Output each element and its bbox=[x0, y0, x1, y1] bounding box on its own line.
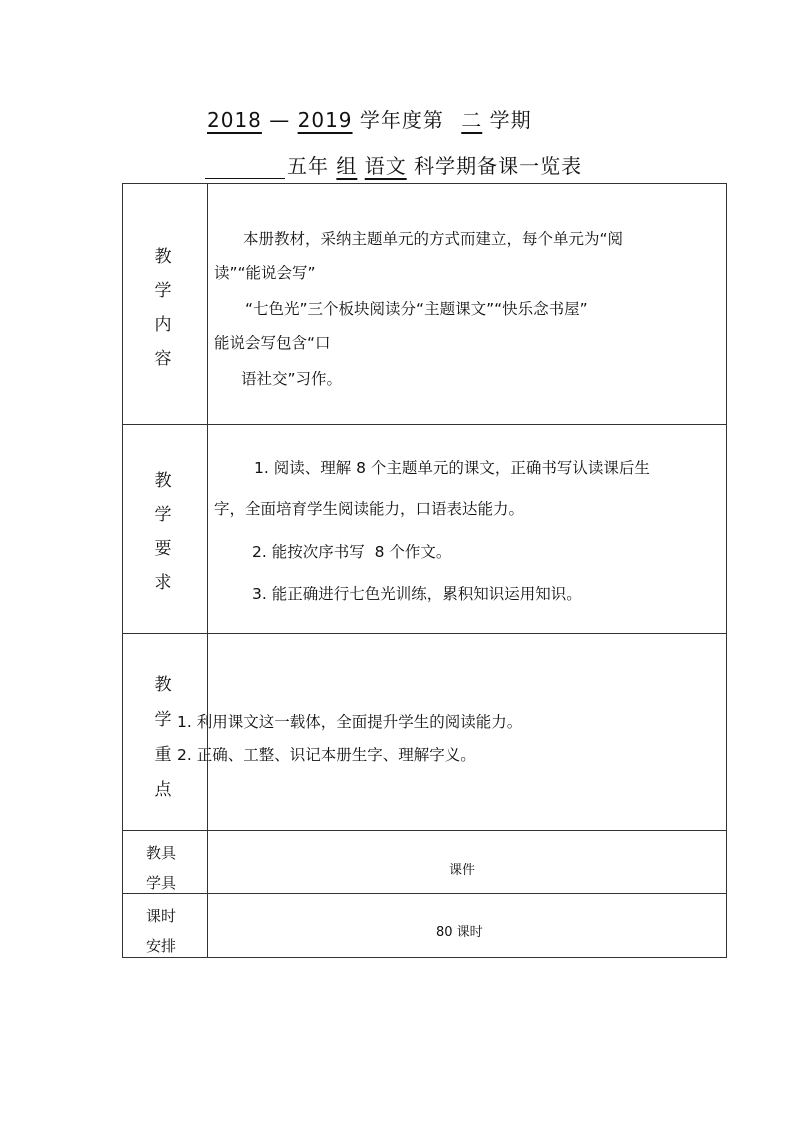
requirement-line: 3. 能正确进行七色光训练，累积知识运用知识。 bbox=[252, 585, 582, 603]
focus-line: 2. 正确、工整、识记本册生字、理解字义。 bbox=[177, 746, 476, 764]
year-start: 2018 bbox=[207, 108, 262, 132]
label-char: 内 bbox=[154, 315, 172, 335]
focus-line: 1. 利用课文这一载体，全面提升学生的阅读能力。 bbox=[177, 713, 523, 731]
label-char: 要 bbox=[154, 539, 172, 559]
year-dash: — bbox=[269, 108, 291, 132]
table-border-left bbox=[122, 183, 123, 958]
label-char: 学 bbox=[154, 710, 172, 730]
group-label: 组 bbox=[336, 154, 358, 178]
row-divider bbox=[122, 893, 727, 894]
label-char: 容 bbox=[154, 349, 172, 369]
row-divider bbox=[122, 830, 727, 831]
content-line: “七色光”三个板块阅读分“主题课文”“快乐念书屋” bbox=[245, 300, 588, 318]
label-char: 教 bbox=[154, 675, 172, 695]
table-border-bottom bbox=[122, 957, 727, 958]
content-line: 能说会写包含“口 bbox=[214, 334, 331, 352]
row-label-requirements bbox=[151, 464, 175, 600]
label-char: 学 bbox=[154, 281, 172, 301]
term-suffix: 学期 bbox=[489, 108, 532, 132]
requirement-line: 字，全面培育学生阅读能力，口语表达能力。 bbox=[214, 500, 525, 518]
label-line: 课时 bbox=[146, 907, 177, 925]
document-title bbox=[207, 104, 532, 133]
grade-label: 五年 bbox=[287, 154, 329, 178]
label-char: 学 bbox=[154, 505, 172, 525]
label-char: 点 bbox=[154, 780, 172, 800]
row-divider bbox=[122, 633, 727, 634]
requirement-line: 2. 能按次序书写 8 个作文。 bbox=[252, 543, 452, 561]
column-divider bbox=[207, 183, 208, 958]
row-label-focus bbox=[151, 668, 175, 808]
table-border-right bbox=[726, 183, 727, 958]
label-char: 重 bbox=[154, 745, 172, 765]
content-line: 读”“能说会写” bbox=[214, 264, 316, 282]
label-line: 学具 bbox=[146, 874, 177, 892]
year-suffix: 学年度第 bbox=[359, 108, 444, 132]
content-line: 语社交”习作。 bbox=[241, 370, 343, 388]
term-number: 二 bbox=[461, 108, 483, 132]
schedule-value: 80 课时 bbox=[436, 925, 483, 940]
label-char: 教 bbox=[154, 247, 172, 267]
content-line: 本册教材，采纳主题单元的方式而建立，每个单元为“阅 bbox=[243, 230, 624, 248]
label-char: 教 bbox=[154, 471, 172, 491]
subtitle-text: 科学期备课一览表 bbox=[414, 154, 583, 178]
year-end: 2019 bbox=[297, 108, 353, 132]
label-char: 求 bbox=[154, 573, 172, 593]
tools-value: 课件 bbox=[449, 863, 476, 878]
row-label-schedule bbox=[146, 901, 176, 961]
row-divider bbox=[122, 424, 727, 425]
label-line: 安排 bbox=[146, 937, 177, 955]
blank-line bbox=[205, 156, 285, 179]
subject-label: 语文 bbox=[364, 154, 407, 178]
row-label-tools bbox=[146, 838, 176, 898]
document-subtitle bbox=[205, 150, 582, 179]
table-border-top bbox=[122, 183, 727, 184]
requirement-line: 1. 阅读、理解 8 个主题单元的课文，正确书写认读课后生 bbox=[254, 459, 650, 477]
row-label-content bbox=[151, 240, 175, 376]
label-line: 教具 bbox=[146, 844, 177, 862]
